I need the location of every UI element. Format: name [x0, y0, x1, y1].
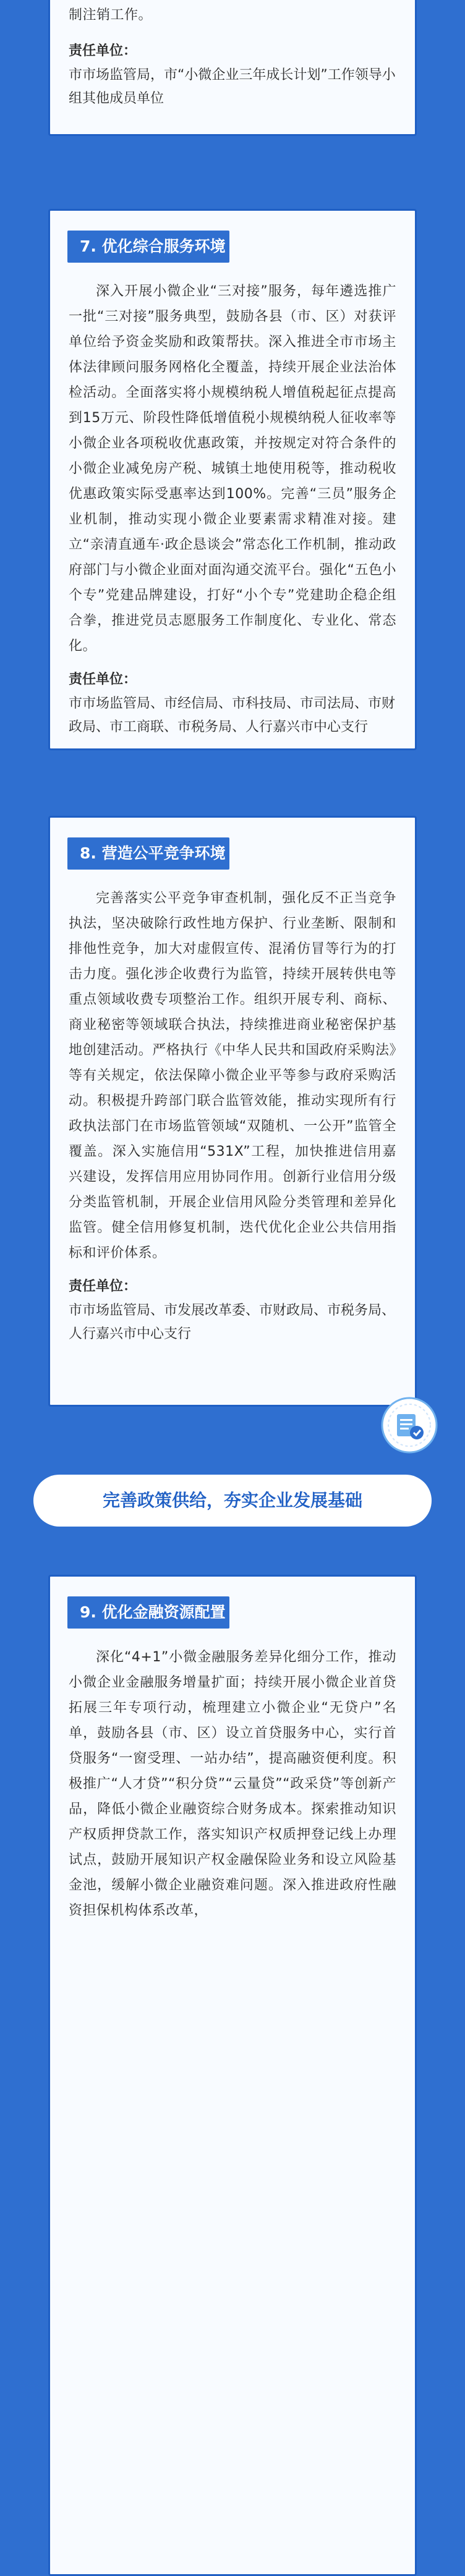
section-9-header [67, 1596, 229, 1629]
section-7-paragraph: 深入开展小微企业“三对接”服务，每年遴选推广一批“三对接”服务典型，鼓励各县（市、区）对获评单位给予资金奖励和政策帮扶。深入推进全市市场主体法律顾问服务网格化全覆盖，持续开展企业法治体检活动。全面落实将小规模纳税人增值税起征点提高到15万元、阶段性降低增值税小规模纳税人征收率等小微企业各项税收优惠政策，并按规定对符合条件的小微企业减免房产税、城镇土地使用税等，推动税收优惠政策实际受惠率达到100%。完善“三员”服务企业机制，推动实现小微企业要素需求精准对接。建立“亲清直通车·政企恳谈会”常态化工作机制，推动政府部门与小微企业面对面沟通交流平台。强化“五色小个专”党建品牌建设，打好“小个专”党建助企稳企组合拳，推进党员志愿服务工作制度化、专业化、常态化。 [69, 284, 396, 654]
section-8-responsible-units: 市市场监管局、市发展改革委、市财政局、市税务局、人行嘉兴市中心支行 [69, 1303, 396, 1342]
section-9-card [48, 1575, 417, 2576]
section-8-responsible-label: 责任单位： [69, 1279, 137, 1294]
section-7-title: 7. 优化综合服务环境 [80, 237, 226, 255]
section-9-title: 9. 优化金融资源配置 [80, 1603, 226, 1621]
section-7-header [67, 231, 229, 263]
section-8-paragraph: 完善落实公平竞争审查机制，强化反不正当竞争执法，坚决破除行政性地方保护、行业垄断、限制和排他性竞争，加大对虚假宣传、混淆仿冒等行为的打击力度。强化涉企收费行为监管，持续开展转供电等重点领域收费专项整治工作。组织开展专利、商标、商业秘密等领域联合执法，持续推进商业秘密保护基地创建活动。严格执行《中华人民共和国政府采购法》等有关规定，依法保障小微企业平等参与政府采购活动。积极提升跨部门联合监管效能，推动实现所有行政执法部门在市场监管领域“双随机、一公开”监管全覆盖。深入实施信用“531X”工程，加快推进信用嘉兴建设，发挥信用应用协同作用。创新行业信用分级分类监管机制，开展企业信用风险分类管理和差异化监管。健全信用修复机制，迭代优化企业公共信用指标和评价体系。 [69, 891, 396, 1261]
card-tail-text: 制注销工作。 [69, 7, 153, 23]
section-8-card [48, 816, 417, 1407]
section-8-header [67, 837, 229, 870]
responsible-label: 责任单位： [69, 43, 137, 59]
section-8-title: 8. 营造公平竞争环境 [80, 844, 226, 862]
certificate-badge-icon [380, 1396, 439, 1455]
responsible-units: 市市场监管局，市“小微企业三年成长计划”工作领导小组其他成员单位 [69, 67, 396, 106]
top-partial-card [48, 0, 417, 136]
section-7-responsible-label: 责任单位： [69, 672, 137, 687]
section-7-responsible-units: 市市场监管局、市经信局、市科技局、市司法局、市财政局、市工商联、市税务局、人行嘉兴市中心支行 [69, 696, 396, 735]
section-banner: 完善政策供给，夯实企业发展基础 [33, 1475, 432, 1527]
section-7-card [48, 209, 417, 750]
section-9-paragraph: 深化“4+1”小微金融服务差异化细分工作，推动小微企业金融服务增量扩面；持续开展小微企业首贷拓展三年专项行动，梳理建立小微企业“无贷户”名单，鼓励各县（市、区）设立首贷服务中心，实行首贷服务“一窗受理、一站办结”，提高融资便利度。积极推广“人才贷”“积分贷”“云量贷”“政采贷”等创新产品，降低小微企业融资综合财务成本。探索推动知识产权质押贷款工作，落实知识产权质押登记线上办理试点，鼓励开展知识产权金融保险业务和设立风险基金池，缓解小微企业融资难问题。深入推进政府性融资担保机构体系改革， [69, 1650, 396, 1918]
